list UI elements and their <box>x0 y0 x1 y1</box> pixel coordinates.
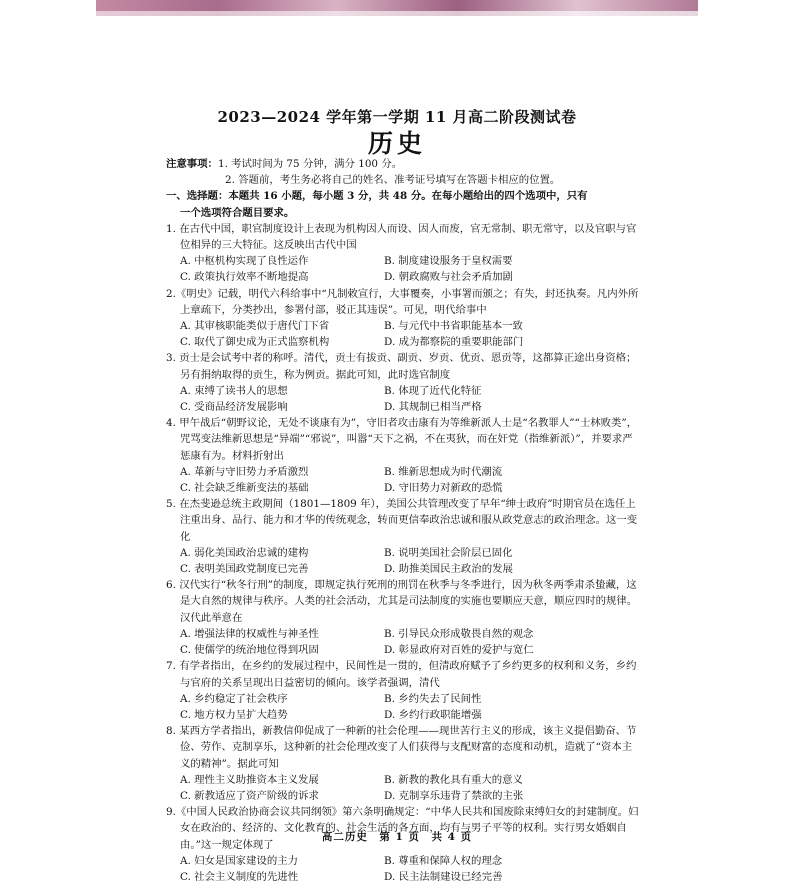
question-5 <box>166 496 641 577</box>
option-b: B. 新教的教化具有重大的意义 <box>384 773 523 786</box>
option-b: B. 与元代中书省职能基本一致 <box>384 320 523 333</box>
question-1 <box>166 221 641 286</box>
exam-content <box>166 156 641 885</box>
notes-line-1 <box>166 156 641 172</box>
option-c: C. 社会缺乏维新变法的基础 <box>180 482 309 495</box>
option-b: B. 引导民众形成敬畏自然的观念 <box>384 627 534 640</box>
page-footer: 高二历史 第 1 页 共 4 页 <box>321 831 473 843</box>
option-list <box>166 383 641 415</box>
subject-title: 历史 <box>367 129 426 158</box>
option-list <box>166 318 641 350</box>
option-d: D. 朝政腐败与社会矛盾加剧 <box>384 271 513 284</box>
option-a: A. 其审核职能类似于唐代门下省 <box>180 320 330 333</box>
question-stem: 4. 甲午战后“朝野议论，无处不谈康有为”，守旧者攻击康有为等维新派人士是“名教罪人”“士林败类”，咒骂变法维新思想是“异端”“邪说”，叫嚣“天下之祸，不在夷狄，而在奸党（指维新派）”，并要求严惩康有为。材料折射出 <box>166 417 638 462</box>
option-d: D. 助推美国民主政治的发展 <box>384 563 513 576</box>
option-c: C. 政策执行效率不断地提高 <box>180 271 309 284</box>
notes-item-2: 2. 答题前，考生务必将自己的姓名、准考证号填写在答题卡相应的位置。 <box>225 174 561 187</box>
question-2 <box>166 286 641 351</box>
question-3 <box>166 350 641 415</box>
option-a: A. 革新与守旧势力矛盾激烈 <box>180 465 309 478</box>
notes-item-1: 1. 考试时间为 75 分钟，满分 100 分。 <box>217 158 403 170</box>
question-8 <box>166 723 641 804</box>
question-stem: 3. 贡士是会试考中者的称呼。清代，贡士有拔贡、副贡、岁贡、优贡、恩贡等，这都算正途出身资格；另有捐纳取得的贡生，称为例贡。据此可知，此时选官制度 <box>166 352 637 381</box>
option-b: B. 尊重和保障人权的理念 <box>384 854 503 867</box>
option-b: B. 维新思想成为时代潮流 <box>384 465 503 478</box>
option-c: C. 地方权力呈扩大趋势 <box>180 708 288 721</box>
option-list <box>166 626 641 658</box>
option-d: D. 民主法制建设已经完善 <box>384 870 503 883</box>
option-list <box>166 772 641 804</box>
option-a: A. 妇女是国家建设的主力 <box>180 854 299 867</box>
question-6 <box>166 577 641 658</box>
question-stem: 9.《中国人民政治协商会议共同纲领》第六条明确规定：“中华人民共和国废除束缚妇女的封建制度。妇女在政治的、经济的、文化教育的、社会生活的各方面，均有与男子平等的权利。实行男女婚姻自由。”这一规定体现了 <box>166 806 639 851</box>
option-c: C. 使儒学的统治地位得到巩固 <box>180 644 319 657</box>
decorative-banner-image <box>96 0 698 16</box>
option-c: C. 取代了御史成为正式监察机构 <box>180 336 330 349</box>
option-list <box>166 853 641 885</box>
section-heading-cont: 一个选项符合题目要求。 <box>180 206 295 219</box>
question-stem: 2.《明史》记载，明代六科给事中“凡制敕宣行，大事覆奏，小事署而颁之；有失，封还执奏。凡内外所上章疏下，分类抄出，参署付部，驳正其违误”。可见，明代给事中 <box>166 287 639 316</box>
option-a: A. 束缚了读书人的思想 <box>180 384 288 397</box>
question-stem: 1. 在古代中国，职官制度设计上表现为机构因人而设、因人而废，官无常制、职无常守，以及官职与官位相异的三大特征。这反映出古代中国 <box>166 222 637 252</box>
option-c: C. 表明美国政党制度已完善 <box>180 563 309 576</box>
question-stem: 8. 某西方学者指出，新教信仰促成了一种新的社会伦理——现世苦行主义的形成，该主义提倡勤奋、节俭、劳作、克制享乐，这种新的社会伦理改变了人们获得与支配财富的态度和动机，造就了“资本主义的精神”。据此可知 <box>166 725 637 770</box>
option-c: C. 新教适应了资产阶级的诉求 <box>180 789 319 802</box>
option-d: D. 克制享乐违背了禁欲的主张 <box>384 789 524 802</box>
option-c: C. 受商品经济发展影响 <box>180 401 288 414</box>
option-list <box>166 545 641 577</box>
option-d: D. 乡约行政职能增强 <box>384 708 482 721</box>
option-d: D. 其规制已相当严格 <box>384 401 482 414</box>
option-a: A. 理性主义助推资本主义发展 <box>180 773 319 786</box>
option-list <box>166 253 641 285</box>
option-list <box>166 464 641 496</box>
option-c: C. 社会主义制度的先进性 <box>180 870 299 883</box>
question-7 <box>166 658 641 723</box>
question-stem: 6. 汉代实行“秋冬行刑”的制度，即规定执行死刑的刑罚在秋季与冬季进行，因为秋冬两季肃杀蛰藏，这是大自然的规律与秩序。人类的社会活动，尤其是司法制度的实施也要顺应天意，顺应四时的规律。汉代此举意在 <box>166 579 638 624</box>
option-d: D. 守旧势力对新政的恐慌 <box>384 482 503 495</box>
option-d: D. 成为都察院的重要职能部门 <box>384 336 524 349</box>
option-a: A. 弱化美国政治忠诚的建构 <box>180 546 309 559</box>
option-b: B. 说明美国社会阶层已固化 <box>384 546 513 559</box>
option-b: B. 体现了近代化特征 <box>384 384 482 397</box>
exam-title: 2023—2024 学年第一学期 11 月高二阶段测试卷 <box>217 108 577 126</box>
question-stem: 7. 有学者指出，在乡约的发展过程中，民间性是一贯的，但清政府赋予了乡约更多的权利和义务，乡约与官府的关系呈现出日益密切的倾向。该学者强调，清代 <box>166 660 637 689</box>
option-b: B. 乡约失去了民间性 <box>384 692 482 705</box>
option-d: D. 彰显政府对百姓的爱护与宽仁 <box>384 644 534 657</box>
notes-label: 注意事项： <box>166 158 218 170</box>
option-b: B. 制度建设服务于皇权需要 <box>384 255 513 268</box>
option-a: A. 乡约稳定了社会秩序 <box>180 692 288 705</box>
option-a: A. 中枢机构实现了良性运作 <box>180 255 309 268</box>
option-a: A. 增强法律的权威性与神圣性 <box>180 627 319 640</box>
question-9 <box>166 804 641 885</box>
option-list <box>166 691 641 723</box>
question-4 <box>166 415 641 496</box>
question-stem: 5. 在杰斐逊总统主政期间（1801—1809 年），美国公共管理改变了早年“绅士政府”时期官员在选任上注重出身、品行、能力和才华的传统观念，转而更信奉政治忠诚和服从政党意志的政治理念。这一变化 <box>166 498 638 543</box>
section-heading: 一、选择题：本题共 16 小题，每小题 3 分，共 48 分。在每小题给出的四个选项中，只有 <box>166 190 588 203</box>
